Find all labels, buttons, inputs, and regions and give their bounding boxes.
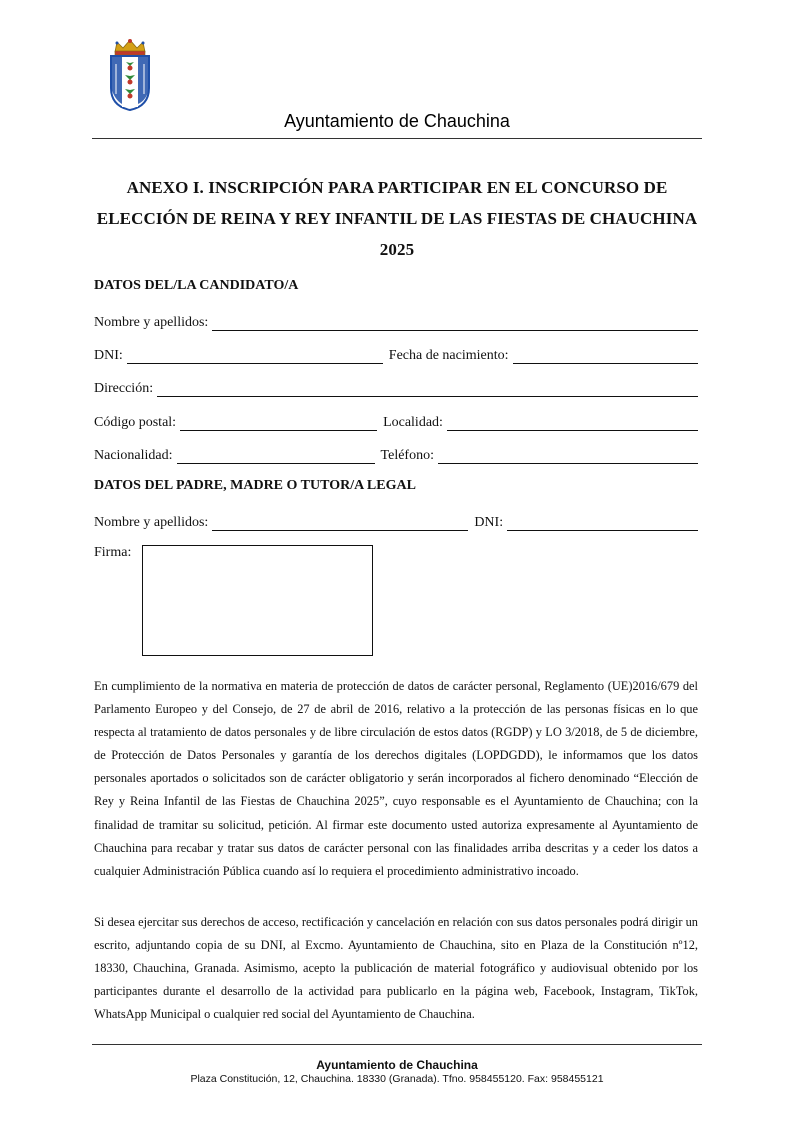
candidate-address-field[interactable] bbox=[157, 380, 698, 397]
footer-organization-name: Ayuntamiento de Chauchina bbox=[316, 1058, 478, 1072]
candidate-postal-row bbox=[94, 411, 698, 431]
candidate-postal-code-field[interactable] bbox=[180, 414, 377, 431]
candidate-postal-code-label: Código postal: bbox=[94, 415, 177, 430]
candidate-nationality-field[interactable] bbox=[177, 447, 375, 464]
document-title: ANEXO I. INSCRIPCIÓN PARA PARTICIPAR EN EL CONCURSO DE ELECCIÓN DE REINA Y REY INFANTIL DE LAS FIESTAS DE CHAUCHINA 2025 bbox=[96, 178, 698, 259]
guardian-dni-label: DNI: bbox=[474, 515, 504, 530]
guardian-name-row bbox=[94, 511, 698, 531]
candidate-dni-label: DNI: bbox=[94, 348, 123, 363]
guardian-dni-field[interactable] bbox=[507, 514, 698, 531]
signature-label: Firma: bbox=[94, 545, 132, 560]
candidate-locality-label: Localidad: bbox=[383, 415, 443, 430]
legal-paragraph-data-protection: En cumplimiento de la normativa en materia de protección de datos de carácter personal, Reglamento (UE)2016/679 del Parlamento Europeo y del Consejo, de 27 de abril de 2016, relativo a la protección de las personas físicas en lo que respecta al tratamiento de datos personales y de libre circulación de estos datos (RGDP) y LO 3/2018, de 5 de diciembre, de Protección de Datos Personales y garantía de los derechos digitales (LOPDGDD), le informamos que los datos personales aportados o solicitados son de carácter obligatorio y serán incorporados al fichero denominado “Elección de Rey y Reina Infantil de las Fiestas de Chauchina 2025”, cuyo responsable es el Ayuntamiento de Chauchina; con la finalidad de tramitar su solicitud, petición. Al firmar este documento usted autoriza expresamente al Ayuntamiento de Chauchina para recabar y tratar sus datos de carácter personal con las finalidades arriba descritas y a ceder los datos a cualquier Administración Pública cuando así lo requiera el procedimiento administrativo incoado. bbox=[94, 679, 698, 878]
candidate-dni-field[interactable] bbox=[127, 347, 383, 364]
candidate-nationality-row bbox=[94, 444, 698, 464]
candidate-phone-field[interactable] bbox=[438, 447, 698, 464]
candidate-name-field[interactable] bbox=[212, 314, 698, 331]
legal-paragraph-rights: Si desea ejercitar sus derechos de acceso, rectificación y cancelación en relación con sus datos personales podrá dirigir un escrito, adjuntando copia de su DNI, al Excmo. Ayuntamiento de Chauchina, sito en Plaza de la Constitución nº12, 18330, Chauchina, Granada. Asimismo, acepto la publicación de material fotográfico y audiovisual obtenido por los participantes durante el desarrollo de la actividad para publicarlo en la página web, Facebook, Instagram, TikTok, WhatsApp Municipal o cualquier red social del Ayuntamiento de Chauchina. bbox=[94, 915, 698, 1022]
header-title: Ayuntamiento de Chauchina bbox=[284, 111, 510, 131]
candidate-locality-field[interactable] bbox=[447, 414, 698, 431]
footer-divider bbox=[92, 1044, 702, 1045]
header-divider bbox=[92, 138, 702, 139]
candidate-dni-row bbox=[94, 344, 698, 364]
candidate-birthdate-field[interactable] bbox=[513, 347, 698, 364]
candidate-phone-label: Teléfono: bbox=[380, 448, 434, 463]
guardian-name-label: Nombre y apellidos: bbox=[94, 515, 209, 530]
candidate-nationality-label: Nacionalidad: bbox=[94, 448, 173, 463]
candidate-name-row bbox=[94, 311, 698, 331]
candidate-address-label: Dirección: bbox=[94, 381, 154, 396]
guardian-section-title: DATOS DEL PADRE, MADRE O TUTOR/A LEGAL bbox=[94, 478, 416, 493]
candidate-section-title: DATOS DEL/LA CANDIDATO/A bbox=[94, 278, 299, 293]
candidate-birthdate-label: Fecha de nacimiento: bbox=[388, 348, 509, 363]
candidate-name-label: Nombre y apellidos: bbox=[94, 315, 209, 330]
municipal-coat-of-arms-icon bbox=[107, 38, 153, 112]
footer-address: Plaza Constitución, 12, Chauchina. 18330 (Granada). Tfno. 958455120. Fax: 958455121 bbox=[190, 1073, 604, 1085]
guardian-name-field[interactable] bbox=[212, 514, 468, 531]
candidate-address-row bbox=[94, 377, 698, 397]
signature-box[interactable] bbox=[142, 545, 373, 656]
